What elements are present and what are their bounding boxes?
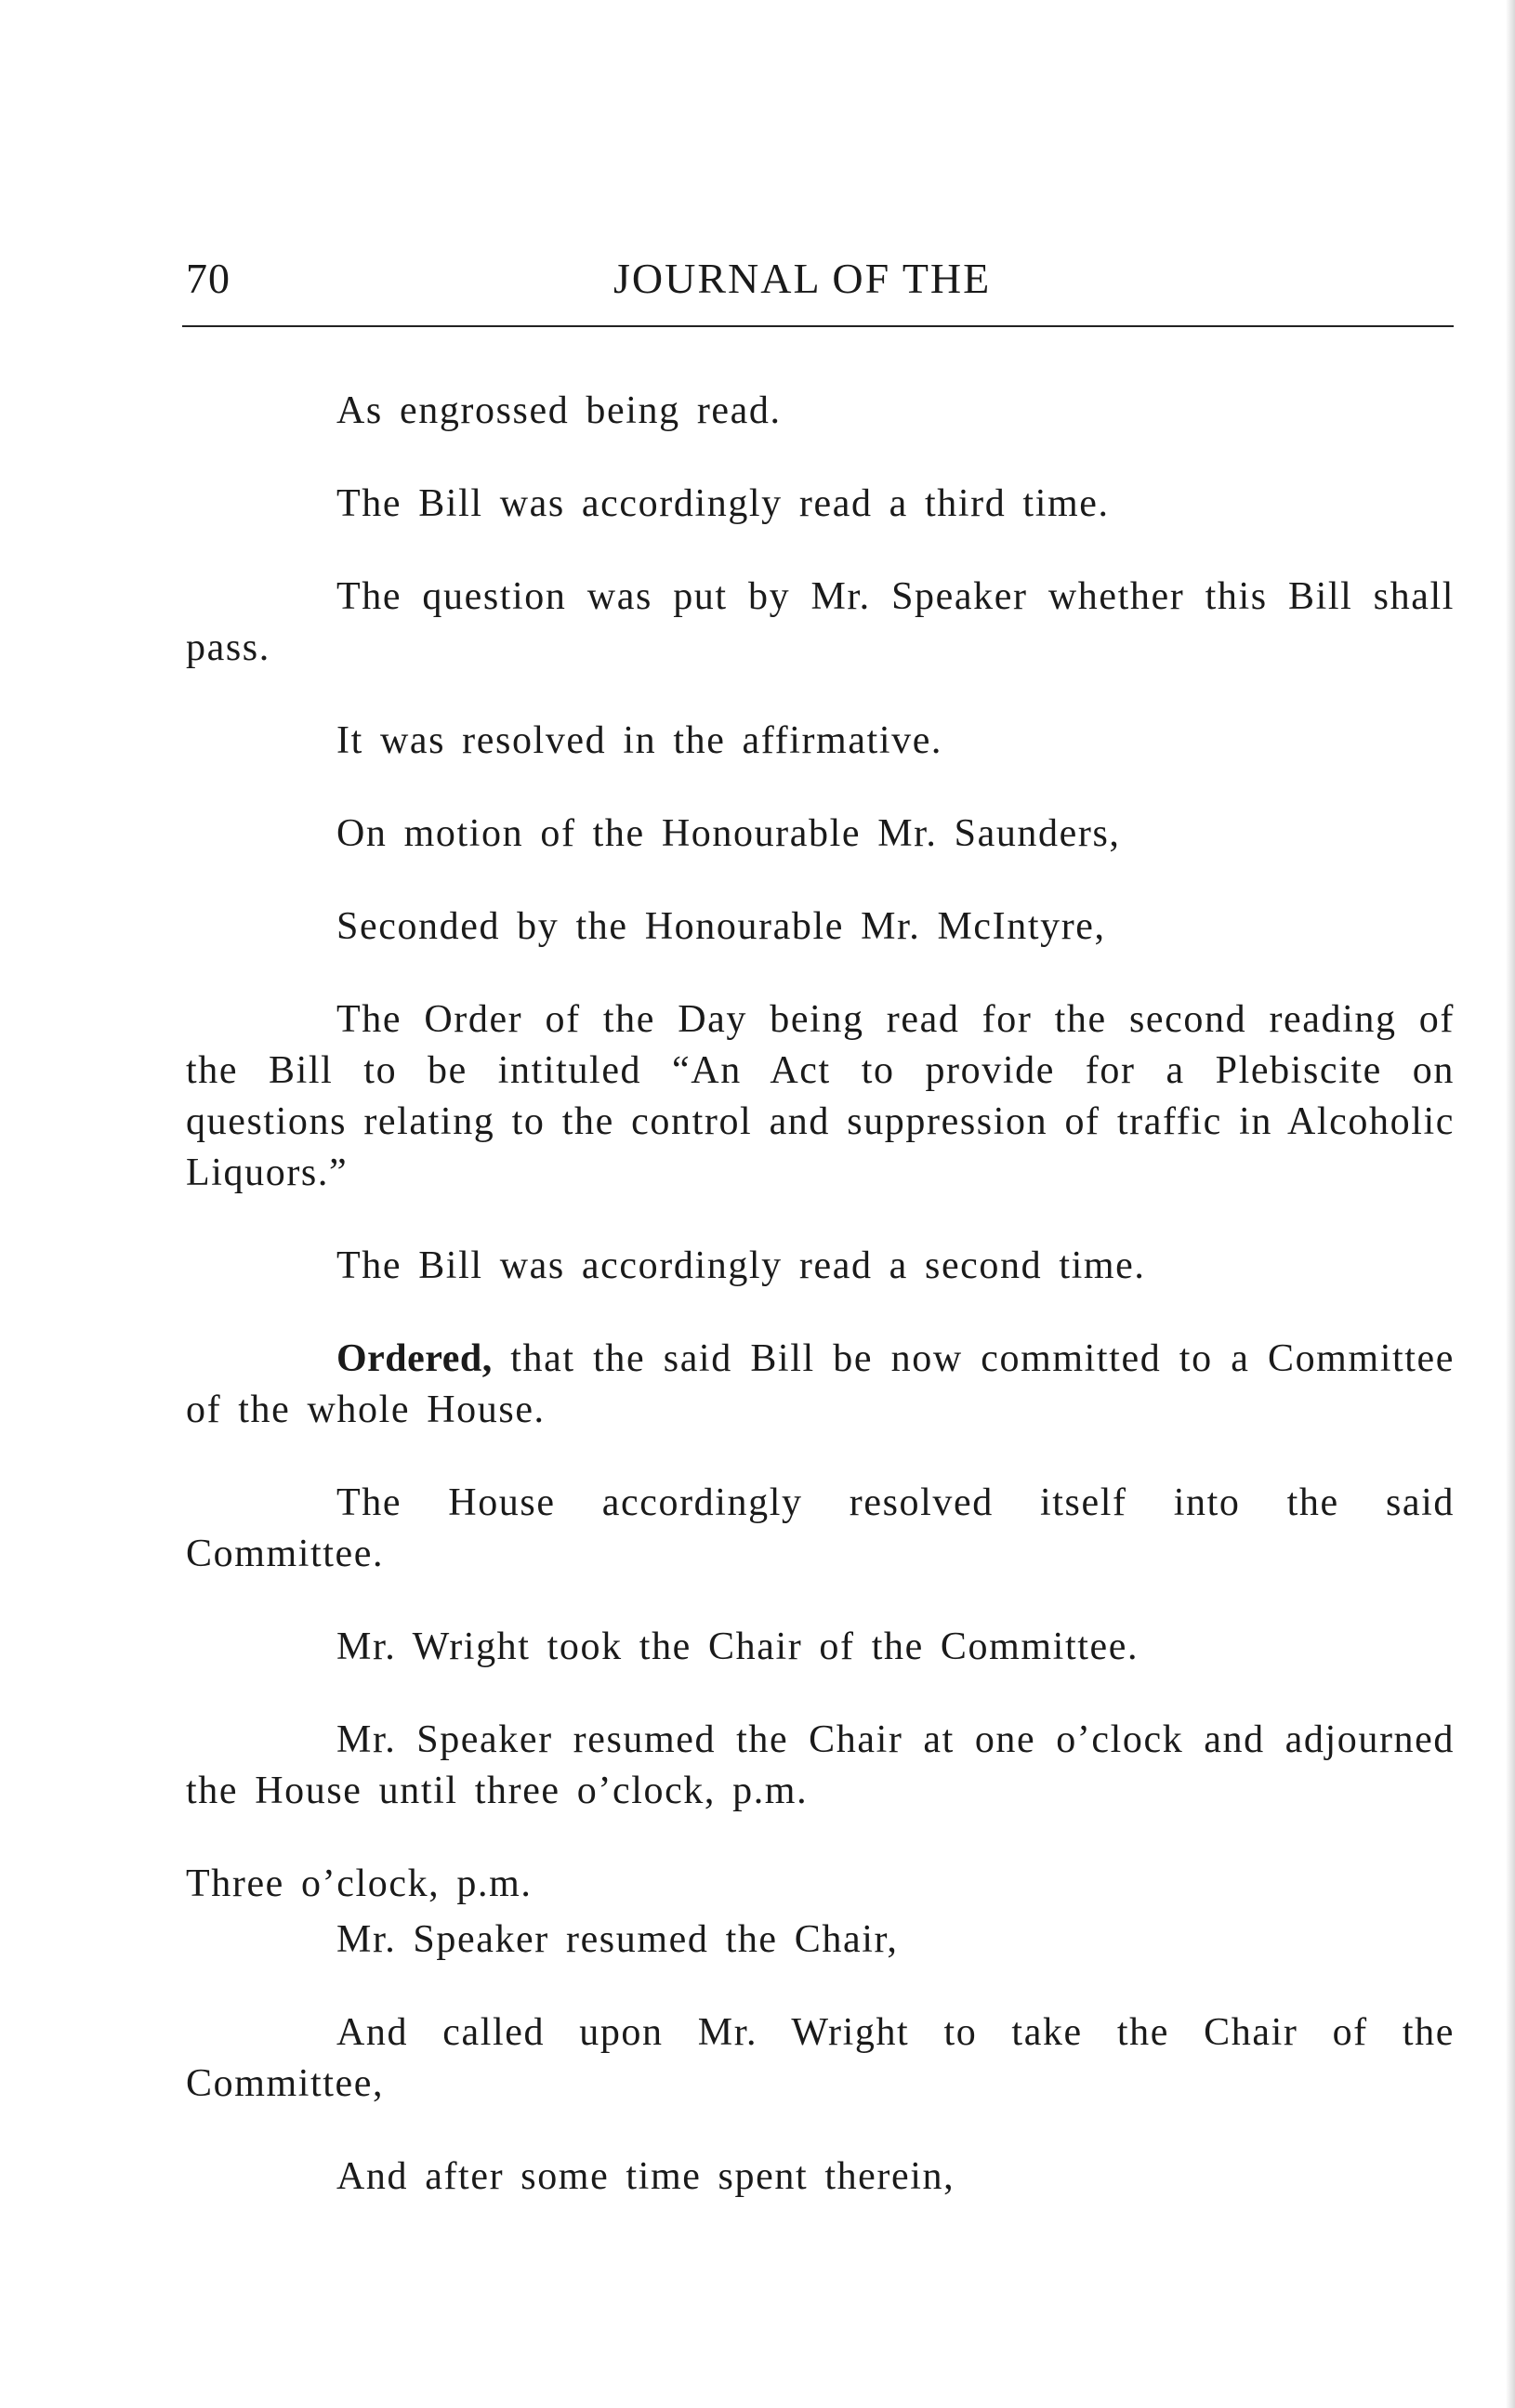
page-number: 70 [186, 255, 231, 302]
paragraph-seconded: Seconded by the Honourable Mr. McIntyre, [336, 905, 1106, 948]
ordered-keyword: Ordered, [336, 1337, 493, 1380]
paragraph-time-spent: And after some time spent therein, [336, 2155, 955, 2198]
paragraph-house-resolved: The House accordingly resolved itself into the said Committee. [186, 1481, 1455, 1575]
paragraph-third-reading: The Bill was accordingly read a third time. [336, 482, 1110, 525]
paragraph-second-reading: The Bill was accordingly read a second time. [336, 1244, 1146, 1287]
paragraph-resolved: It was resolved in the affirmative. [336, 719, 943, 762]
paragraph-order-of-day: The Order of the Day being read for the second reading of the Bill to be intituled “An Act to provide for a Plebiscite on questions relating to the control and suppression of traffic in Alcoholic Liquors.” [186, 998, 1455, 1194]
running-head: JOURNAL OF THE [613, 255, 992, 302]
paragraph-engrossed: As engrossed being read. [336, 389, 782, 432]
header-rule [182, 325, 1454, 327]
time-heading: Three o’clock, p.m. [186, 1862, 533, 1905]
paragraph-question-put: The question was put by Mr. Speaker whether this Bill shall pass. [186, 575, 1455, 669]
scan-edge-shadow [1506, 0, 1515, 2408]
paragraph-speaker-resumed: Mr. Speaker resumed the Chair, [336, 1918, 899, 1961]
journal-body [186, 386, 1455, 2244]
paragraph-motion: On motion of the Honourable Mr. Saunders, [336, 812, 1121, 855]
page-header [186, 251, 1455, 307]
paragraph-wright-chair: Mr. Wright took the Chair of the Committee. [336, 1625, 1140, 1668]
paragraph-ordered [186, 1334, 1455, 1436]
paragraph-called-upon: And called upon Mr. Wright to take the Chair of the Committee, [186, 2011, 1455, 2105]
paragraph-adjourned: Mr. Speaker resumed the Chair at one o’clock and adjourned the House until three o’clock, p.m. [186, 1718, 1455, 1812]
ordered-text: that the said Bill be now committed to a Committee of the whole House. [186, 1337, 1455, 1431]
